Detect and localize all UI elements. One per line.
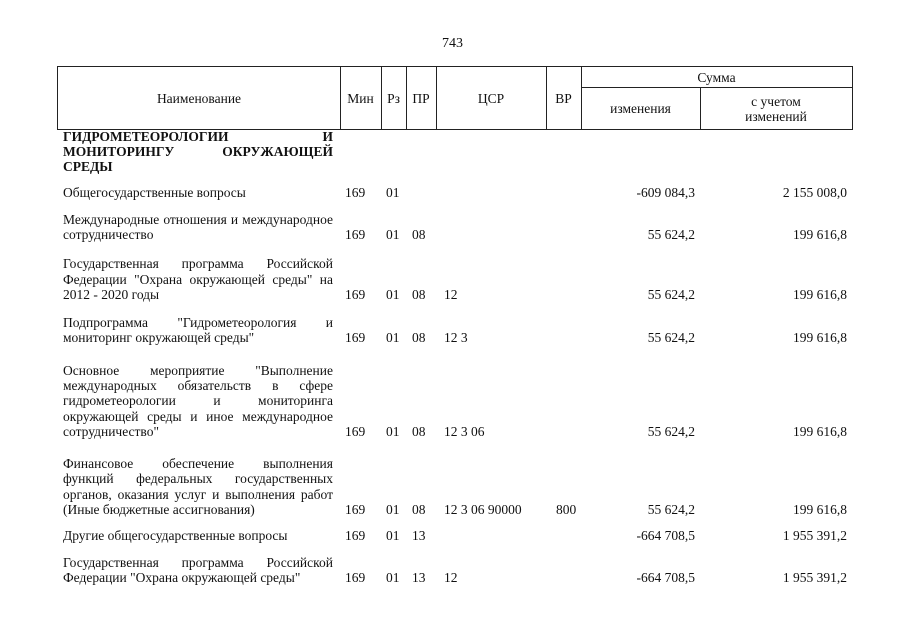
row-min: 169 [345,527,366,543]
row-izmeneniya: -664 708,5 [636,569,695,585]
row-csr: 12 3 06 [444,423,485,439]
row-s-uchetom: 199 616,8 [793,286,847,302]
header-s-uchetom-line1: с учетом [751,93,801,109]
header-pr: ПР [412,90,430,106]
row-min: 169 [345,329,366,345]
row-s-uchetom: 2 155 008,0 [782,184,847,200]
table-row [0,210,905,242]
row-izmeneniya: -664 708,5 [636,527,695,543]
table-row [0,451,905,517]
row-name: Финансовое обеспечение выполнения функций федеральных государственных органов, оказания услуг и выполнения работ (Иные бюджетные ассигнования) [63,456,333,517]
row-csr: 12 [444,569,458,585]
row-name: Государственная программа Российской Федерации "Охрана окружающей среды" [63,554,333,585]
table-row [0,254,905,302]
row-s-uchetom: 199 616,8 [793,329,847,345]
row-rz: 01 [386,527,400,543]
row-csr: 12 [444,286,458,302]
row-name: ГИДРОМЕТЕОРОЛОГИИ И МОНИТОРИНГУ ОКРУЖАЮЩЕЙ СРЕДЫ [63,129,333,175]
row-pr: 08 [412,329,426,345]
row-pr: 08 [412,226,426,242]
header-vr: ВР [555,90,572,106]
table-header [57,66,853,130]
header-rz: Рз [387,90,400,106]
row-name: Общегосударственные вопросы [63,184,246,200]
row-vr: 800 [556,501,577,517]
row-izmeneniya: 55 624,2 [647,501,695,517]
row-min: 169 [345,226,366,242]
header-csr: ЦСР [477,90,505,106]
row-s-uchetom: 1 955 391,2 [782,527,847,543]
row-s-uchetom: 199 616,8 [793,501,847,517]
row-name: Подпрограмма "Гидрометеорология и мониторинг окружающей среды" [63,314,333,345]
row-izmeneniya: 55 624,2 [647,329,695,345]
row-rz: 01 [386,286,400,302]
row-rz: 01 [386,329,400,345]
row-pr: 13 [412,569,426,585]
row-izmeneniya: 55 624,2 [647,423,695,439]
row-rz: 01 [386,501,400,517]
table-row [0,184,905,200]
row-s-uchetom: 199 616,8 [793,226,847,242]
row-pr: 08 [412,423,426,439]
table-row [0,359,905,439]
row-min: 169 [345,184,366,200]
page-number: 743 [442,36,463,51]
row-rz: 01 [386,569,400,585]
row-izmeneniya: -609 084,3 [636,184,695,200]
row-pr: 08 [412,501,426,517]
row-min: 169 [345,423,366,439]
header-izmeneniya: изменения [610,101,671,116]
row-s-uchetom: 199 616,8 [793,423,847,439]
row-name: Основное мероприятие "Выполнение международных обязательств в сфере гидрометеорологии и мониторинга окружающей среды и иное международное сотрудничество" [63,362,333,439]
header-min: Мин [347,90,374,106]
table-row [0,527,905,543]
row-name: Другие общегосударственные вопросы [63,527,288,543]
row-min: 169 [345,286,366,302]
row-pr: 13 [412,527,426,543]
row-izmeneniya: 55 624,2 [647,286,695,302]
table-row [0,313,905,345]
row-name: Государственная программа Российской Федерации "Охрана окружающей среды" на 2012 - 2020 годы [63,256,333,302]
table-row [0,129,905,175]
header-summa: Сумма [697,69,736,85]
header-s-uchetom-line2: изменений [745,108,807,124]
row-rz: 01 [386,226,400,242]
row-rz: 01 [386,184,400,200]
row-name: Международные отношения и международное сотрудничество [63,211,333,242]
row-min: 169 [345,569,366,585]
row-s-uchetom: 1 955 391,2 [782,569,847,585]
row-rz: 01 [386,423,400,439]
row-csr: 12 3 06 90000 [444,501,522,517]
row-min: 169 [345,501,366,517]
row-izmeneniya: 55 624,2 [647,226,695,242]
row-pr: 08 [412,286,426,302]
header-s-uchetom [700,88,852,129]
header-name: Наименование [156,90,242,106]
row-csr: 12 3 [444,329,468,345]
table-row [0,553,905,585]
